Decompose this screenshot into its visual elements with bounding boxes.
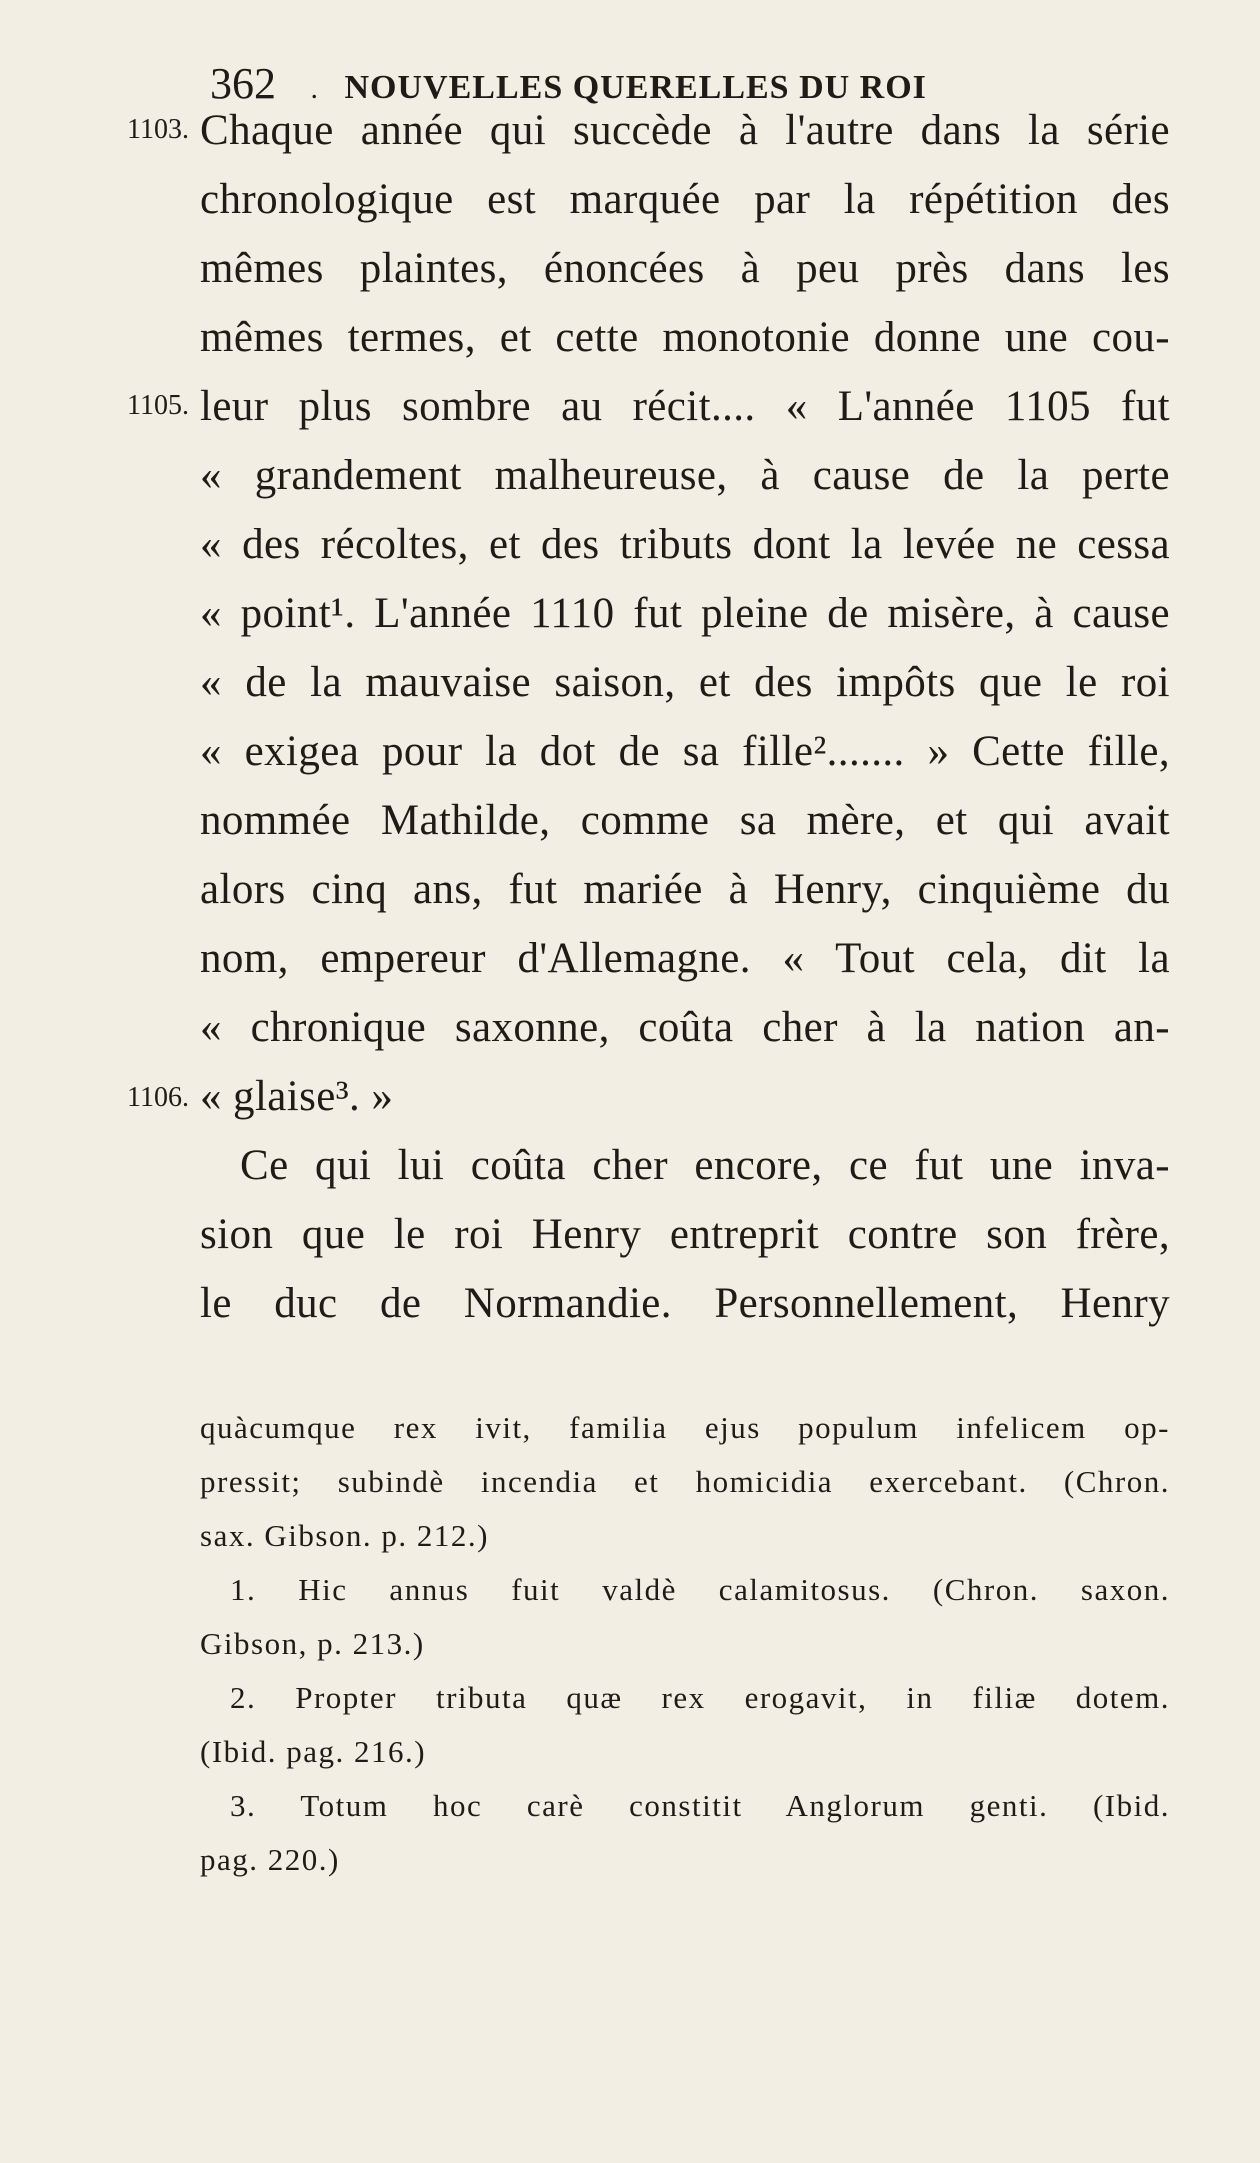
margin-date: 1105. [127, 390, 189, 421]
header-dot: . [310, 72, 318, 105]
body-line: « point¹. L'année 1110 fut pleine de misère, à cause [200, 590, 1170, 637]
body-line: « glaise³. » [200, 1073, 394, 1120]
body-line: « chronique saxonne, coûta cher à la nation an- [200, 1004, 1170, 1051]
footnote-line: sax. Gibson. p. 212.) [200, 1518, 489, 1553]
body-line: « de la mauvaise saison, et des impôts que le roi [200, 659, 1170, 706]
body-line: alors cinq ans, fut mariée à Henry, cinquième du [200, 866, 1170, 913]
margin-date: 1106. [127, 1082, 189, 1113]
body-line: sion que le roi Henry entreprit contre son frère, [200, 1211, 1170, 1258]
footnote-line: 3. Totum hoc carè constitit Anglorum genti. (Ibid. [230, 1788, 1170, 1823]
body-line: Ce qui lui coûta cher encore, ce fut une inva- [240, 1142, 1170, 1189]
body-line: Chaque année qui succède à l'autre dans la série [200, 107, 1170, 154]
body-line: « exigea pour la dot de sa fille²....... » Cette fille, [200, 728, 1170, 775]
page-number: 362 [210, 59, 276, 108]
body-line: « des récoltes, et des tributs dont la levée ne cessa [200, 521, 1170, 568]
footnote-line: quàcumque rex ivit, familia ejus populum infelicem op- [200, 1410, 1170, 1445]
header-title: NOUVELLES QUERELLES DU ROI [344, 69, 927, 106]
running-header [210, 58, 927, 109]
body-line: chronologique est marquée par la répétition des [200, 176, 1170, 223]
footnote-line: 1. Hic annus fuit valdè calamitosus. (Chron. saxon. [230, 1572, 1170, 1607]
body-line: nom, empereur d'Allemagne. « Tout cela, dit la [200, 935, 1170, 982]
body-line: nommée Mathilde, comme sa mère, et qui avait [200, 797, 1170, 844]
footnote-line: pressit; subindè incendia et homicidia exercebant. (Chron. [200, 1464, 1170, 1499]
body-line: leur plus sombre au récit.... « L'année 1105 fut [200, 383, 1170, 430]
footnote-line: 2. Propter tributa quæ rex erogavit, in filiæ dotem. [230, 1680, 1170, 1715]
body-line: mêmes plaintes, énoncées à peu près dans les [200, 245, 1170, 292]
margin-date: 1103. [127, 114, 189, 145]
footnote-line: pag. 220.) [200, 1842, 340, 1877]
footnote-line: Gibson, p. 213.) [200, 1626, 425, 1661]
body-line: le duc de Normandie. Personnellement, Henry [200, 1280, 1170, 1327]
footnote-line: (Ibid. pag. 216.) [200, 1734, 427, 1769]
body-line: « grandement malheureuse, à cause de la perte [200, 452, 1170, 499]
body-line: mêmes termes, et cette monotonie donne une cou- [200, 314, 1170, 361]
